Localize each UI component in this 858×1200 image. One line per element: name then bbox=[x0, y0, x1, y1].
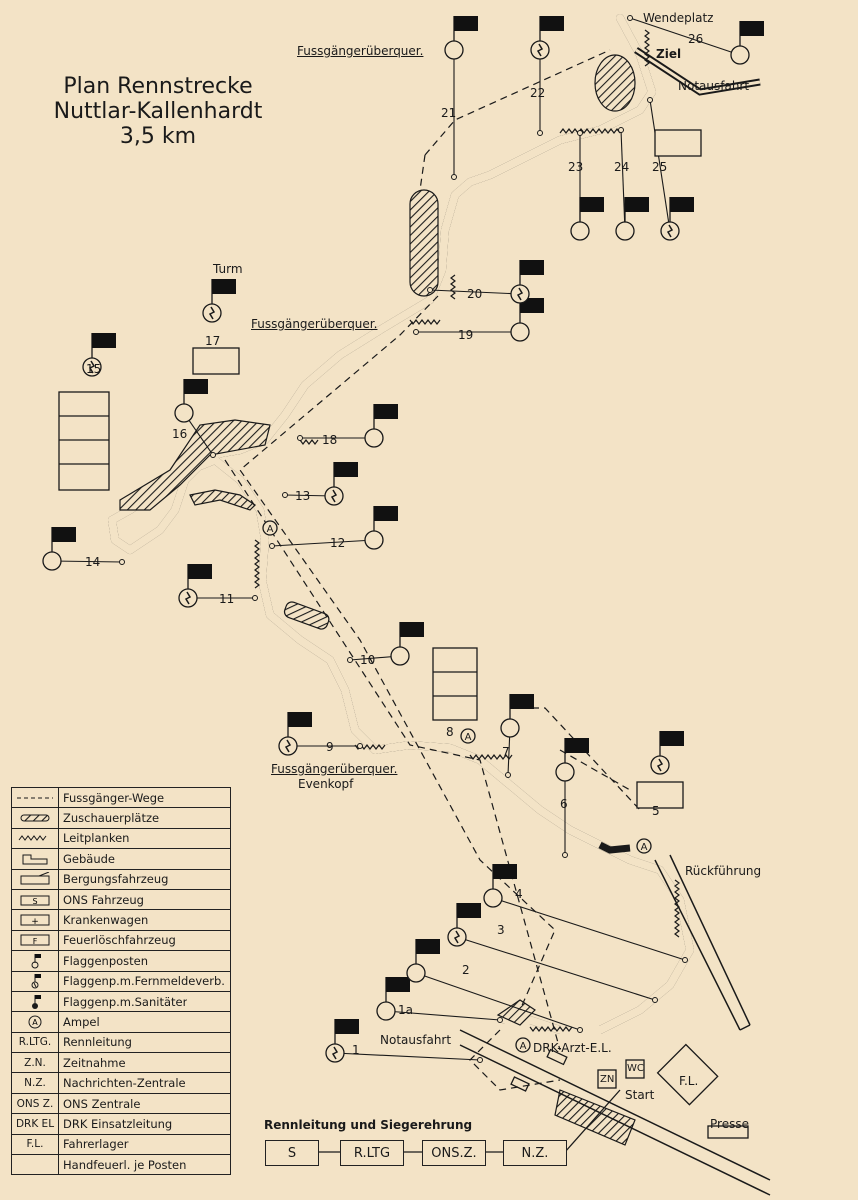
flag-icon bbox=[580, 197, 604, 212]
legend-abbrev: R.LTG. bbox=[12, 1033, 59, 1052]
label-turm: Turm bbox=[213, 262, 243, 276]
legend-row bbox=[12, 808, 230, 828]
legend-abbrev bbox=[12, 1155, 59, 1174]
flag-icon bbox=[740, 21, 764, 36]
post-leader-line bbox=[457, 937, 655, 1000]
svg-text:A: A bbox=[266, 524, 274, 535]
svg-text:+: + bbox=[31, 917, 39, 928]
post-track-dot bbox=[648, 98, 653, 103]
post-number: 5 bbox=[652, 804, 660, 818]
legend-abbrev: Z.N. bbox=[12, 1053, 59, 1072]
post-circle bbox=[484, 889, 502, 907]
flag-icon bbox=[457, 903, 481, 918]
flag-icon bbox=[92, 333, 116, 348]
post-track-dot bbox=[653, 998, 658, 1003]
legend-row bbox=[12, 1155, 230, 1174]
label-zn: ZN bbox=[600, 1074, 615, 1085]
flag-icon bbox=[374, 404, 398, 419]
post-circle bbox=[365, 429, 383, 447]
post-number: 13 bbox=[295, 489, 311, 503]
flag-icon bbox=[416, 939, 440, 954]
label-wc: WC bbox=[627, 1063, 644, 1074]
building-icon bbox=[12, 849, 59, 868]
legend-row bbox=[12, 1135, 230, 1155]
post-track-dot bbox=[619, 128, 624, 133]
flag-icon bbox=[520, 260, 544, 275]
post-circle bbox=[365, 531, 383, 549]
label-fussgaenger-low: Fussgängerüberquer. bbox=[271, 762, 398, 776]
post-circle bbox=[175, 404, 193, 422]
dash-line-icon bbox=[12, 788, 59, 807]
post-track-dot bbox=[683, 958, 688, 963]
legend-row bbox=[12, 951, 230, 971]
post-number: 7 bbox=[502, 745, 510, 759]
race-control-box-label: R.LTG bbox=[353, 1145, 391, 1161]
post-track-dot bbox=[578, 131, 583, 136]
legend-text: Krankenwagen bbox=[63, 913, 149, 928]
flag-phone-icon bbox=[12, 972, 59, 991]
legend-text: Flaggenp.m.Sanitäter bbox=[63, 994, 188, 1009]
post-number: 22 bbox=[530, 86, 546, 100]
post-track-dot bbox=[358, 744, 363, 749]
flag-icon bbox=[334, 462, 358, 477]
flag-icon bbox=[374, 506, 398, 521]
post-number: 3 bbox=[497, 923, 505, 937]
post-track-dot bbox=[283, 493, 288, 498]
post-circle bbox=[511, 323, 529, 341]
post-number: 8 bbox=[446, 725, 454, 739]
flag-icon bbox=[493, 864, 517, 879]
post-number: 1a bbox=[398, 1003, 413, 1017]
label-notausfahrt-top: Notausfahrt bbox=[678, 79, 750, 93]
svg-text:A: A bbox=[640, 842, 648, 853]
legend-text: Rennleitung bbox=[63, 1035, 132, 1050]
legend bbox=[11, 787, 231, 1175]
post-number: 23 bbox=[568, 160, 584, 174]
legend-text: Fussgänger-Wege bbox=[63, 790, 165, 805]
post-track-dot bbox=[298, 436, 303, 441]
legend-text: Leitplanken bbox=[63, 831, 130, 846]
post-circle bbox=[556, 763, 574, 781]
post-track-dot bbox=[253, 596, 258, 601]
legend-text: Gebäude bbox=[63, 851, 115, 866]
legend-text: Flaggenp.m.Fernmeldeverb. bbox=[63, 974, 225, 989]
post-number: 9 bbox=[326, 740, 334, 754]
post-circle bbox=[445, 41, 463, 59]
post-number: 11 bbox=[219, 592, 235, 606]
post-number: 2 bbox=[462, 963, 470, 977]
post-circle bbox=[501, 719, 519, 737]
map-title bbox=[28, 74, 288, 149]
flag-icon bbox=[660, 731, 684, 746]
race-control-box-ons-car bbox=[265, 1140, 319, 1166]
flag-post-4 bbox=[484, 864, 688, 963]
label-wendeplatz: Wendeplatz bbox=[643, 11, 714, 25]
legend-row bbox=[12, 910, 230, 930]
flag-icon bbox=[288, 712, 312, 727]
legend-row bbox=[12, 1094, 230, 1114]
legend-row bbox=[12, 1053, 230, 1073]
legend-row bbox=[12, 931, 230, 951]
flag-medic-icon bbox=[12, 992, 59, 1011]
legend-text: ONS Zentrale bbox=[63, 1096, 141, 1111]
flag-post-24 bbox=[616, 128, 649, 241]
race-control-box-onsz bbox=[422, 1140, 486, 1166]
legend-text: Fahrerlager bbox=[63, 1137, 129, 1152]
flag-icon bbox=[670, 197, 694, 212]
flag-post-5 bbox=[651, 731, 684, 774]
svg-text:F: F bbox=[32, 937, 38, 947]
post-number: 14 bbox=[85, 555, 101, 569]
post-circle bbox=[731, 46, 749, 64]
race-control-box-label: S bbox=[287, 1145, 297, 1161]
legend-row bbox=[12, 870, 230, 890]
legend-row bbox=[12, 992, 230, 1012]
post-track-dot bbox=[428, 288, 433, 293]
post-track-dot bbox=[452, 175, 457, 180]
post-circle bbox=[377, 1002, 395, 1020]
flag-icon bbox=[212, 279, 236, 294]
post-number: 21 bbox=[441, 106, 457, 120]
post-track-dot bbox=[120, 560, 125, 565]
legend-text: Bergungsfahrzeug bbox=[63, 872, 169, 887]
post-number: 10 bbox=[360, 653, 376, 667]
vehicle-column-left bbox=[59, 392, 109, 490]
post-track-dot bbox=[478, 1058, 483, 1063]
fire-truck-icon bbox=[12, 931, 59, 950]
legend-row bbox=[12, 1012, 230, 1032]
flag-post-2 bbox=[407, 939, 583, 1033]
post-number: 26 bbox=[688, 32, 704, 46]
post-circle bbox=[391, 647, 409, 665]
post-number: 12 bbox=[330, 536, 346, 550]
post-circle bbox=[571, 222, 589, 240]
flag-icon bbox=[625, 197, 649, 212]
A-icon bbox=[12, 1012, 59, 1031]
flag-post-10 bbox=[348, 622, 425, 665]
legend-text: Flaggenposten bbox=[63, 953, 149, 968]
flag-icon bbox=[184, 379, 208, 394]
legend-row bbox=[12, 972, 230, 992]
flag-icon bbox=[52, 527, 76, 542]
post-number: 16 bbox=[172, 427, 188, 441]
label-rueckfuehrung: Rückführung bbox=[685, 864, 762, 878]
race-control-box-nz bbox=[503, 1140, 567, 1166]
ambulance-icon bbox=[12, 910, 59, 929]
label-fussgaenger-mid: Fussgängerüberquer. bbox=[251, 317, 378, 331]
tow-truck-icon bbox=[12, 870, 59, 889]
flag-icon bbox=[386, 977, 410, 992]
post-track-dot bbox=[498, 1018, 503, 1023]
post-number: 25 bbox=[652, 160, 668, 174]
flag-post-3 bbox=[448, 903, 658, 1003]
car-s-icon bbox=[12, 890, 59, 909]
label-drk: DRK-Arzt-E.L. bbox=[533, 1041, 612, 1055]
post-number: 6 bbox=[560, 797, 568, 811]
legend-text: Ampel bbox=[63, 1014, 100, 1029]
legend-text: Nachrichten-Zentrale bbox=[63, 1076, 186, 1091]
label-fl: F.L. bbox=[679, 1074, 699, 1088]
legend-text: ONS Fahrzeug bbox=[63, 892, 144, 907]
label-ziel: Ziel bbox=[656, 47, 682, 61]
flag-icon bbox=[540, 16, 564, 31]
legend-text: Zuschauerplätze bbox=[63, 811, 160, 826]
legend-row bbox=[12, 849, 230, 869]
svg-text:A: A bbox=[32, 1017, 38, 1027]
race-control-box-label: ONS.Z. bbox=[431, 1145, 477, 1161]
post-track-dot bbox=[538, 131, 543, 136]
flag-post-22 bbox=[531, 16, 564, 136]
flag-post-icon bbox=[12, 951, 59, 970]
flag-post-7 bbox=[501, 694, 534, 778]
flag-post-23 bbox=[571, 131, 604, 241]
label-start: Start bbox=[625, 1088, 655, 1102]
post-track-dot bbox=[628, 16, 633, 21]
post-track-dot bbox=[506, 773, 511, 778]
post-track-dot bbox=[563, 853, 568, 858]
flag-post-17 bbox=[203, 279, 236, 322]
legend-row bbox=[12, 1033, 230, 1053]
flag-icon bbox=[565, 738, 589, 753]
post-track-dot bbox=[414, 330, 419, 335]
legend-text: Zeitnahme bbox=[63, 1055, 126, 1070]
post-track-dot bbox=[211, 453, 216, 458]
label-fussgaenger-top: Fussgängerüberquer. bbox=[297, 44, 424, 58]
post-circle bbox=[43, 552, 61, 570]
post-number: 17 bbox=[205, 334, 221, 348]
post-number: 20 bbox=[467, 287, 483, 301]
post-circle bbox=[407, 964, 425, 982]
post-circle bbox=[616, 222, 634, 240]
legend-row bbox=[12, 1073, 230, 1093]
post-number: 1 bbox=[352, 1043, 360, 1057]
legend-text: DRK Einsatzleitung bbox=[63, 1116, 173, 1131]
label-evenkopf: Evenkopf bbox=[298, 777, 354, 791]
legend-row bbox=[12, 829, 230, 849]
flag-icon bbox=[400, 622, 424, 637]
label-presse: Presse bbox=[710, 1117, 749, 1131]
svg-text:S: S bbox=[32, 896, 38, 906]
flag-post-21 bbox=[445, 16, 478, 180]
post-number: 18 bbox=[322, 433, 338, 447]
post-number: 15 bbox=[86, 362, 102, 376]
race-control-box-rltg bbox=[340, 1140, 404, 1166]
legend-row bbox=[12, 890, 230, 910]
legend-row bbox=[12, 788, 230, 808]
legend-abbrev: F.L. bbox=[12, 1135, 59, 1154]
legend-abbrev: DRK EL bbox=[12, 1114, 59, 1133]
flag-post-19 bbox=[414, 298, 545, 341]
post-track-dot bbox=[270, 544, 275, 549]
flag-icon bbox=[188, 564, 212, 579]
legend-abbrev: ONS Z. bbox=[12, 1094, 59, 1113]
flag-icon bbox=[454, 16, 478, 31]
title-line-2: Nuttlar-Kallenhardt bbox=[53, 99, 263, 124]
flag-post-1a bbox=[377, 977, 503, 1023]
hatch-icon bbox=[12, 808, 59, 827]
post-track-dot bbox=[578, 1028, 583, 1033]
legend-abbrev: N.Z. bbox=[12, 1073, 59, 1092]
flag-icon bbox=[335, 1019, 359, 1034]
post-track-dot bbox=[348, 658, 353, 663]
flag-post-13 bbox=[283, 462, 359, 505]
vehicle-column-mid bbox=[433, 648, 477, 720]
title-line-3: 3,5 km bbox=[119, 124, 197, 149]
race-control-heading: Rennleitung und Siegerehrung bbox=[264, 1118, 473, 1132]
title-line-1: Plan Rennstrecke bbox=[63, 74, 253, 99]
flag-icon bbox=[510, 694, 534, 709]
svg-text:A: A bbox=[519, 1041, 527, 1052]
legend-text: Feuerlöschfahrzeug bbox=[63, 933, 176, 948]
post-leader-line bbox=[493, 898, 685, 960]
post-leader-line bbox=[272, 540, 374, 546]
legend-text: Handfeuerl. je Posten bbox=[63, 1157, 187, 1172]
zigzag-icon bbox=[12, 829, 59, 848]
post-number: 19 bbox=[458, 328, 474, 342]
post-number: 4 bbox=[515, 887, 523, 901]
svg-text:A: A bbox=[464, 732, 472, 743]
label-notausfahrt-bottom: Notausfahrt bbox=[380, 1033, 452, 1047]
legend-row bbox=[12, 1114, 230, 1134]
post-number: 24 bbox=[614, 160, 630, 174]
race-control-box-label: N.Z. bbox=[521, 1145, 549, 1161]
